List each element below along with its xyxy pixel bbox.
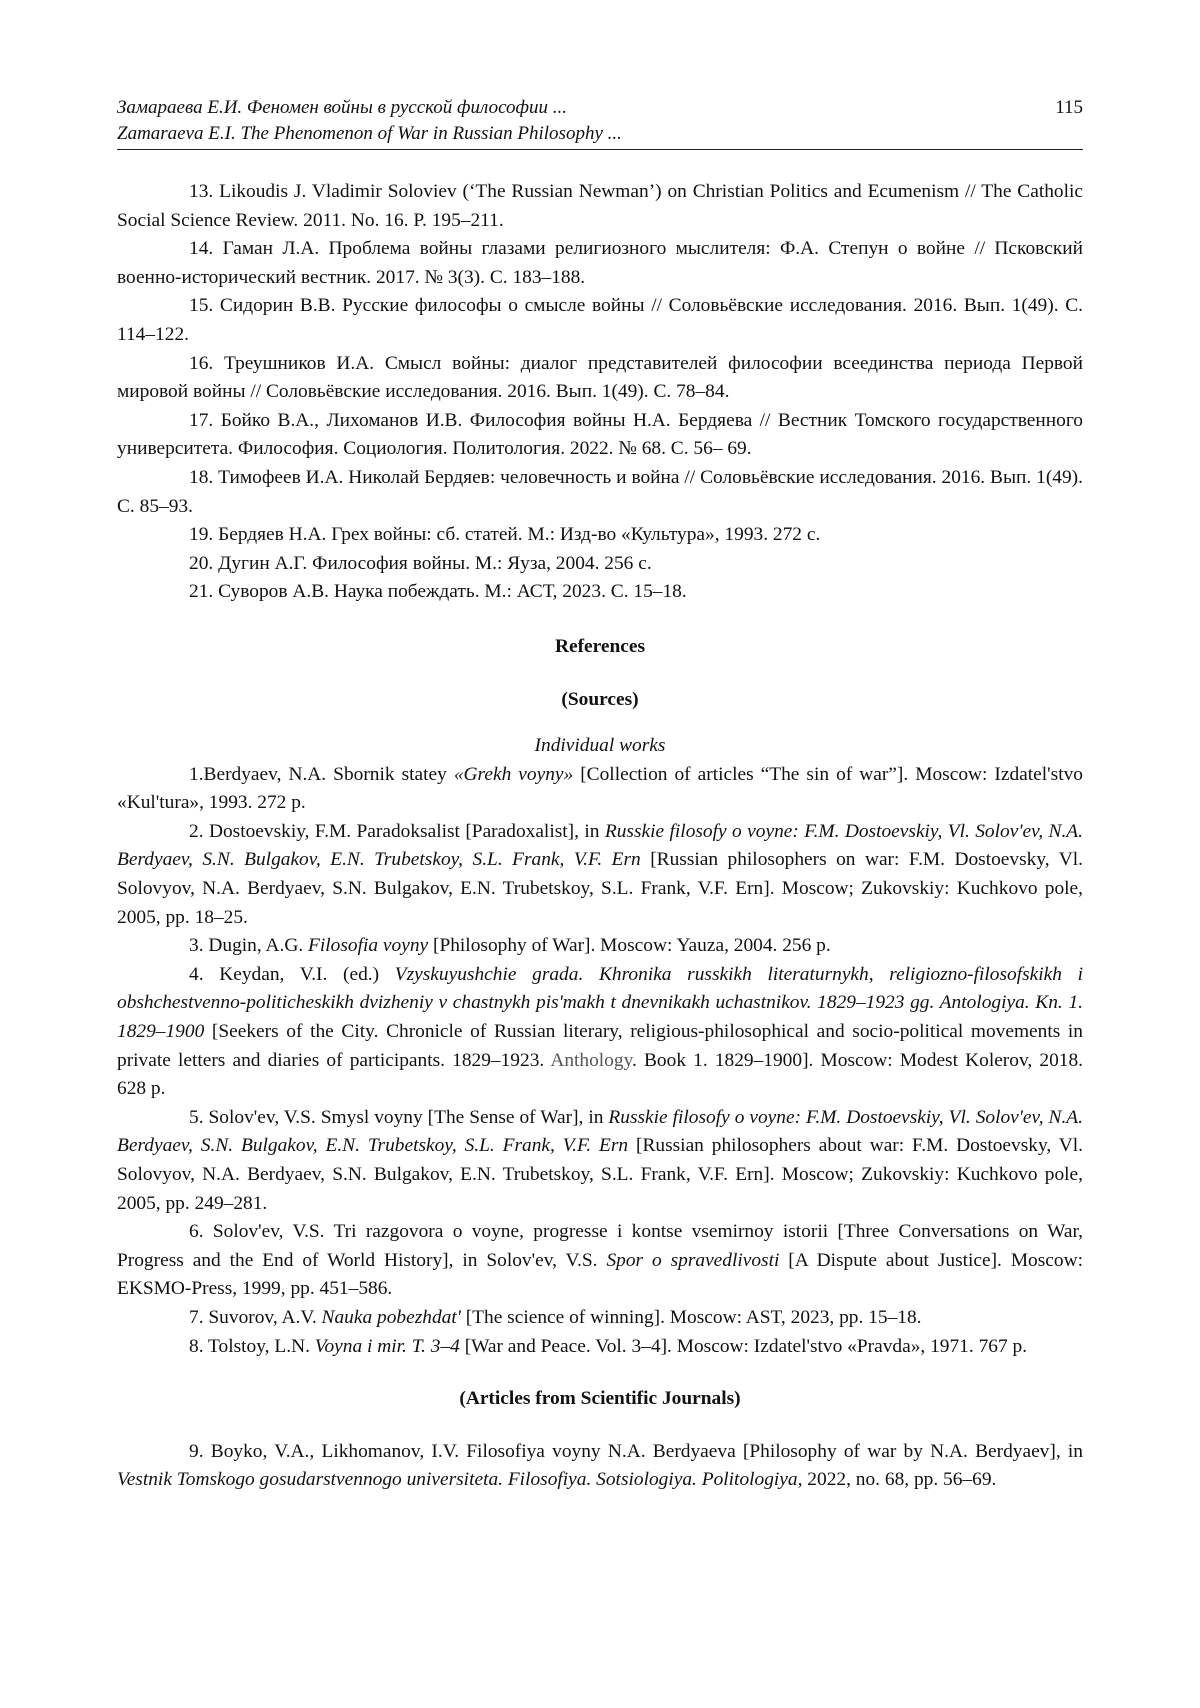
bibliography-entry-18: 18. Тимофеев И.А. Николай Бердяев: человечность и война // Соловьёвские исследования. 2016. Вып. 1(49). С. 85–93. [117, 466, 1083, 517]
header-title-ru: Замараева Е.И. Феномен войны в русской философии ... [117, 97, 568, 118]
bibliography-entry-13: 13. Likoudis J. Vladimir Soloviev (‘The Russian Newman’) on Christian Politics and Ecumenism // The Catholic Social Science Review. 2011. No. 16. P. 195–211. [117, 181, 1083, 231]
individual-works-heading: Individual works [534, 735, 666, 757]
running-header [117, 95, 1083, 150]
articles-list [117, 1438, 1083, 1495]
journal-page [117, 95, 1083, 1495]
reference-entry-2: 2. Dostoevskiy, F.M. Paradoksalist [Paradoxalist], in Russkie filosofy o voyne: F.M. Dostoevskiy, Vl. Solov'ev, N.A. Berdyaev, S.N. Bulgakov, E.N. Trubetskoy, S.L. Frank, V.F. Ern [Russian philosophers on war: F.M. Dostoevsky, Vl. Solovyov, N.A. Berdyaev, S.N. Bulgakov, E.N. Trubetskoy, S.L. Frank, V.F. Ern]. Moscow; Zukovskiy: Kuchkovo pole, 2005, pp. 18–25. [117, 820, 1083, 928]
reference-entry-4: 4. Keydan, V.I. (ed.) Vzyskuyushchie grada. Khronika russkikh literaturnykh, religiozno-filosofskikh i obshchestvenno-politicheskikh dvizheniy v chastnykh pis'makh t dnevnikakh uchastnikov. 1829–1923 gg. Antologiya. Kn. 1. 1829–1900 [Seekers of the City. Chronicle of Russian literary, religious-philosophical and socio-political movements in private letters and diaries of participants. 1829–1923. Anthology. Book 1. 1829–1900]. Moscow: Modest Kolerov, 2018. 628 p. [117, 963, 1084, 1100]
header-title-en: Zamaraeva E.I. The Phenomenon of War in Russian Philosophy ... [117, 123, 622, 144]
sources-heading: (Sources) [561, 688, 639, 710]
bibliography-entry-19: 19. Бердяев Н.А. Грех войны: сб. статей. М.: Изд-во «Культура», 1993. 272 с. [189, 524, 821, 546]
page-body [117, 178, 1083, 1495]
bibliography-entry-14: 14. Гаман Л.А. Проблема войны глазами религиозного мыслителя: Ф.А. Степун о войне // Псковский военно-исторический вестник. 2017. № 3(3). С. 183–188. [117, 238, 1083, 288]
bibliography-entry-16: 16. Треушников И.А. Смысл войны: диалог представителей философии всеединства периода Первой мировой войны // Соловьёвские исследования. 2016. Вып. 1(49). С. 78–84. [117, 352, 1083, 403]
reference-entry-3: 3. Dugin, A.G. Filosofia voyny [Philosophy of War]. Moscow: Yauza, 2004. 256 p. [189, 935, 831, 957]
bibliography-entry-17: 17. Бойко В.А., Лихоманов И.В. Философия войны Н.А. Бердяева // Вестник Томского государственного университета. Философия. Социология. Политология. 2022. № 68. С. 56– 69. [117, 409, 1083, 460]
bibliography-list [117, 178, 1083, 607]
references-heading: References [554, 635, 646, 657]
bibliography-entry-15: 15. Сидорин В.В. Русские философы о смысле войны // Соловьёвские исследования. 2016. Вып. 1(49). С. 114–122. [117, 295, 1083, 345]
reference-entry-8: 8. Tolstoy, L.N. Voyna i mir. T. 3–4 [War and Peace. Vol. 3–4]. Moscow: Izdatel'stvo «Pravda», 1971. 767 p. [189, 1335, 1028, 1357]
reference-entry-5: 5. Solov'ev, V.S. Smysl voyny [The Sense of War], in Russkie filosofy o voyne: F.M. Dostoevskiy, Vl. Solov'ev, N.A. Berdyaev, S.N. Bulgakov, E.N. Trubetskoy, S.L. Frank, V.F. Ern [Russian philosophers about war: F.M. Dostoevsky, Vl. Solovyov, N.A. Berdyaev, S.N. Bulgakov, E.N. Trubetskoy, S.L. Frank, V.F. Ern]. Moscow; Zukovskiy: Kuchkovo pole, 2005, pp. 249–281. [117, 1106, 1083, 1214]
reference-entry-6: 6. Solov'ev, V.S. Tri razgovora o voyne, progresse i kontse vsemirnoy istorii [Three Conversations on War, Progress and the End of World History], in Solov'ev, V.S. Spor o spravedlivosti [A Dispute about Justice]. Moscow: EKSMO-Press, 1999, pp. 451–586. [117, 1221, 1083, 1300]
references-list [117, 761, 1083, 1361]
reference-entry-9: 9. Boyko, V.A., Likhomanov, I.V. Filosofiya voyny N.A. Berdyaeva [Philosophy of war by N.A. Berdyaev], in Vestnik Tomskogo gosudarstvennogo universiteta. Filosofiya. Sotsiologiya. Politologiya, 2022, no. 68, pp. 56–69. [117, 1440, 1083, 1491]
articles-heading: (Articles from Scientific Journals) [459, 1388, 741, 1410]
bibliography-entry-21: 21. Суворов А.В. Наука побеждать. М.: АСТ, 2023. С. 15–18. [189, 581, 687, 603]
page-number: 115 [1055, 97, 1083, 118]
reference-entry-7: 7. Suvorov, A.V. Nauka pobezhdat' [The science of winning]. Moscow: AST, 2023, pp. 15–18. [189, 1306, 922, 1328]
reference-entry-1: 1.Berdyaev, N.A. Sbornik statey «Grekh voyny» [Collection of articles “The sin of war”]. Moscow: Izdatel'stvo «Kul'tura», 1993. 272 p. [117, 763, 1083, 814]
bibliography-entry-20: 20. Дугин А.Г. Философия войны. М.: Яуза, 2004. 256 с. [189, 552, 652, 574]
